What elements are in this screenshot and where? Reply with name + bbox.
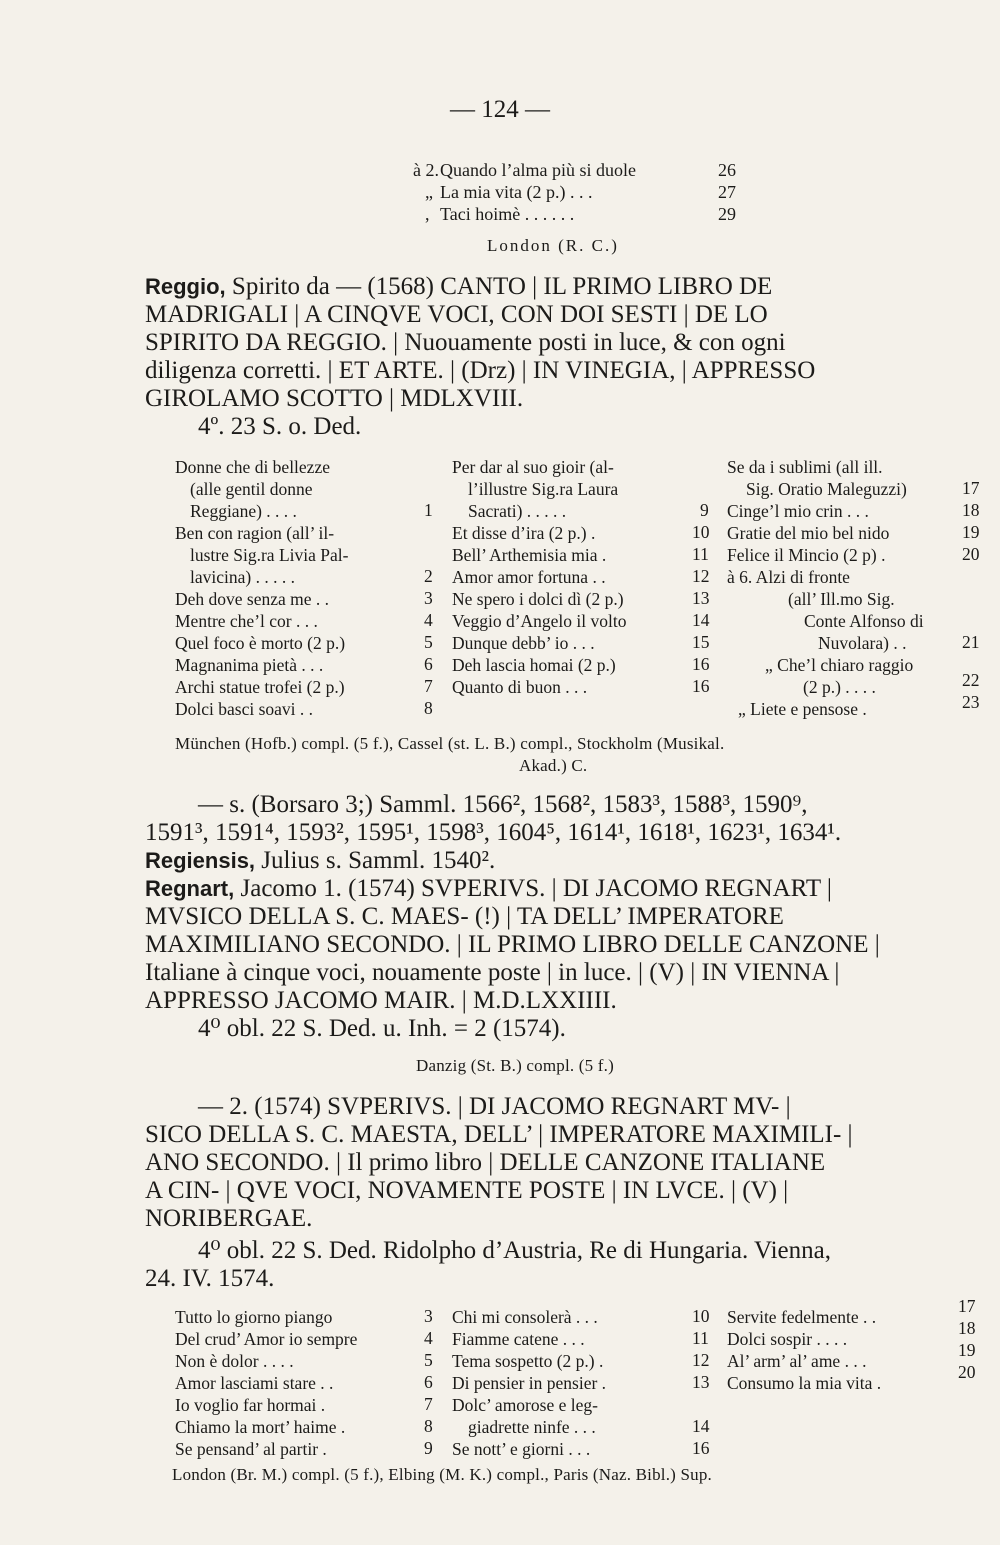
- entry-line: SPIRITO DA REGGIO. | Nuouamente posti in luce, & con ogni: [145, 329, 786, 356]
- song-number: 26: [718, 160, 736, 180]
- song-title: Quanto di buon . . .: [452, 677, 588, 697]
- song-title: Fiamme catene . . .: [452, 1329, 585, 1349]
- song-title: Dolci basci soavi . .: [175, 699, 314, 719]
- entry-line: ANO SECONDO. | Il primo libro | DELLE CANZONE ITALIANE: [145, 1149, 826, 1176]
- song-title: Reggiane) . . . .: [190, 501, 297, 521]
- song-number: 7: [424, 676, 433, 696]
- song-title: Archi statue trofei (2 p.): [175, 677, 345, 697]
- song-number: 29: [718, 204, 736, 224]
- song-number: 22: [962, 670, 980, 690]
- entry-heading: Regiensis,: [145, 848, 256, 873]
- entry-line: — s. (Borsaro 3;) Samml. 1566², 1568², 1583³, 1588³, 1590⁹,: [198, 791, 808, 818]
- song-title: „ Liete e pensose .: [738, 699, 867, 719]
- song-number: 17: [958, 1296, 976, 1316]
- location-line: Danzig (St. B.) compl. (5 f.): [416, 1056, 614, 1075]
- location-line: London (R. C.): [487, 236, 619, 255]
- song-prefix: „: [425, 182, 433, 202]
- song-title: lustre Sig.ra Livia Pal-: [190, 545, 349, 565]
- song-title: Sig. Oratio Maleguzzi): [746, 479, 907, 499]
- song-number: 17: [962, 478, 980, 498]
- entry-line: 4⁰ obl. 22 S. Ded. u. Inh. = 2 (1574).: [198, 1015, 566, 1042]
- song-number: 16: [692, 676, 710, 696]
- song-title: Bell’ Arthemisia mia .: [452, 545, 607, 565]
- entry-line: Julius s. Samml. 1540².: [255, 847, 496, 874]
- song-title: Nuvolara) . .: [818, 633, 907, 653]
- song-number: 6: [424, 1372, 433, 1392]
- song-title: Chi mi consolerà . . .: [452, 1307, 598, 1327]
- song-title: Veggio d’Angelo il volto: [452, 611, 627, 631]
- location-line: München (Hofb.) compl. (5 f.), Cassel (st. L. B.) compl., Stockholm (Musikal.: [175, 734, 725, 753]
- song-title: (all’ Ill.mo Sig.: [788, 589, 895, 609]
- song-title: Magnanima pietà . . .: [175, 655, 324, 675]
- song-number: 18: [958, 1318, 976, 1338]
- song-title: Se da i sublimi (all ill.: [727, 457, 883, 477]
- song-title: Di pensier in pensier .: [452, 1373, 607, 1393]
- song-title: Chiamo la mort’ haime .: [175, 1417, 346, 1437]
- song-title: Al’ arm’ al’ ame . . .: [727, 1351, 867, 1371]
- song-title: Quando l’alma più si duole: [440, 160, 636, 180]
- entry-line: MVSICO DELLA S. C. MAES- (!) | TA DELL’ IMPERATORE: [145, 903, 784, 930]
- song-number: 19: [962, 522, 980, 542]
- entry-line: 4⁰ obl. 22 S. Ded. Ridolpho d’Austria, Re di Hungaria. Vienna,: [198, 1237, 831, 1264]
- entry-line: Spirito da — (1568) CANTO | IL PRIMO LIBRO DE: [225, 273, 773, 300]
- song-title: l’illustre Sig.ra Laura: [468, 479, 619, 499]
- song-title: Quel foco è morto (2 p.): [175, 633, 346, 653]
- entry-line: Jacomo 1. (1574) SVPERIVS. | DI JACOMO REGNART |: [234, 875, 832, 902]
- song-title: giadrette ninfe . . .: [468, 1417, 596, 1437]
- entry-regiensis: [145, 848, 495, 874]
- page-number: — 124 —: [450, 96, 550, 123]
- song-number: 12: [692, 1350, 710, 1370]
- song-number: 12: [692, 566, 710, 586]
- song-title: Ben con ragion (all’ il-: [175, 523, 335, 543]
- song-title: Del crud’ Amor io sempre: [175, 1329, 358, 1349]
- song-number: 14: [692, 610, 710, 630]
- song-number: 11: [692, 1328, 709, 1348]
- song-title: Servite fedelmente . .: [727, 1307, 877, 1327]
- song-title: Per dar al suo gioir (al-: [452, 457, 614, 477]
- song-title: Tutto lo giorno piango: [175, 1307, 333, 1327]
- song-title: Deh dove senza me . .: [175, 589, 330, 609]
- entry-heading: Reggio,: [145, 274, 226, 299]
- song-title: Amor amor fortuna . .: [452, 567, 606, 587]
- song-number: 15: [692, 632, 710, 652]
- entry-line: — 2. (1574) SVPERIVS. | DI JACOMO REGNART MV- |: [198, 1093, 791, 1120]
- song-prefix: ,: [425, 204, 430, 224]
- song-title: La mia vita (2 p.) . . .: [440, 182, 593, 202]
- song-number: 5: [424, 632, 433, 652]
- entry-line: SICO DELLA S. C. MAESTA, DELL’ | IMPERATORE MAXIMILI- |: [145, 1121, 853, 1148]
- song-title: Dunque debb’ io . . .: [452, 633, 595, 653]
- song-title: Sacrati) . . . . .: [468, 501, 567, 521]
- song-number: 13: [692, 588, 710, 608]
- song-number: 2: [424, 566, 433, 586]
- song-number: 8: [424, 1416, 433, 1436]
- song-number: 6: [424, 654, 433, 674]
- song-title: „ Che’l chiaro raggio: [765, 655, 914, 675]
- song-title: Io voglio far hormai .: [175, 1395, 326, 1415]
- song-number: 13: [692, 1372, 710, 1392]
- song-title: Et disse d’ira (2 p.) .: [452, 523, 596, 543]
- song-number: 10: [692, 1306, 710, 1326]
- entry-line: 1591³, 1591⁴, 1593², 1595¹, 1598³, 1604⁵, 1614¹, 1618¹, 1623¹, 1634¹.: [145, 819, 842, 846]
- location-line: London (Br. M.) compl. (5 f.), Elbing (M. K.) compl., Paris (Naz. Bibl.) Sup.: [172, 1465, 712, 1484]
- song-number: 20: [958, 1362, 976, 1382]
- song-title: Gratie del mio bel nido: [727, 523, 890, 543]
- song-number: 8: [424, 698, 433, 718]
- entry-line: diligenza corretti. | ET ARTE. | (Drz) | IN VINEGIA, | APPRESSO: [145, 357, 816, 384]
- song-prefix: à 2.: [413, 160, 439, 180]
- song-number: 11: [692, 544, 709, 564]
- song-number: 16: [692, 1438, 710, 1458]
- song-title: Non è dolor . . . .: [175, 1351, 294, 1371]
- song-title: Deh lascia homai (2 p.): [452, 655, 616, 675]
- song-number: 4: [424, 1328, 433, 1348]
- song-title: (2 p.) . . . .: [803, 677, 876, 697]
- song-number: 1: [424, 500, 433, 520]
- song-title: Conte Alfonso di: [804, 611, 924, 631]
- song-number: 10: [692, 522, 710, 542]
- song-title: à 6. Alzi di fronte: [727, 567, 850, 587]
- entry-line: MAXIMILIANO SECONDO. | IL PRIMO LIBRO DELLE CANZONE |: [145, 931, 880, 958]
- song-title: Cinge’l mio crin . . .: [727, 501, 869, 521]
- song-number: 20: [962, 544, 980, 564]
- song-title: Se pensand’ al partir .: [175, 1439, 327, 1459]
- entry-line: NORIBERGAE.: [145, 1205, 313, 1232]
- song-title: Ne spero i dolci dì (2 p.): [452, 589, 624, 609]
- song-number: 14: [692, 1416, 710, 1436]
- entry-line: 4º. 23 S. o. Ded.: [198, 413, 362, 440]
- song-number: 21: [962, 632, 980, 652]
- song-title: Felice il Mincio (2 p) .: [727, 545, 886, 565]
- song-number: 3: [424, 1306, 433, 1326]
- song-title: Dolci sospir . . . .: [727, 1329, 848, 1349]
- song-number: 16: [692, 654, 710, 674]
- song-title: Amor lasciami stare . .: [175, 1373, 334, 1393]
- song-number: 19: [958, 1340, 976, 1360]
- entry-line: Italiane à cinque voci, nouamente poste | in luce. | (V) | IN VIENNA |: [145, 959, 840, 986]
- song-number: 5: [424, 1350, 433, 1370]
- song-title: (alle gentil donne: [190, 479, 313, 499]
- entry-line: A CIN- | QVE VOCI, NOVAMENTE POSTE | IN LVCE. | (V) |: [145, 1177, 789, 1204]
- entry-line: MADRIGALI | A CINQVE VOCI, CON DOI SESTI | DE LO: [145, 301, 768, 328]
- song-number: 7: [424, 1394, 433, 1414]
- entry-line: GIROLAMO SCOTTO | MDLXVIII.: [145, 385, 524, 412]
- song-title: Donne che di bellezze: [175, 457, 330, 477]
- song-title: Mentre che’l cor . . .: [175, 611, 318, 631]
- song-title: Se nott’ e giorni . . .: [452, 1439, 591, 1459]
- song-title: Dolc’ amorose e leg-: [452, 1395, 598, 1415]
- song-title: Consumo la mia vita .: [727, 1373, 882, 1393]
- song-number: 18: [962, 500, 980, 520]
- song-number: 23: [962, 692, 980, 712]
- song-number: 4: [424, 610, 433, 630]
- entry-line: 24. IV. 1574.: [145, 1265, 275, 1292]
- song-title: Taci hoimè . . . . . .: [440, 204, 575, 224]
- entry-heading: Regnart,: [145, 876, 235, 901]
- location-line: Akad.) C.: [519, 756, 588, 775]
- song-number: 9: [424, 1438, 433, 1458]
- song-title: lavicina) . . . . .: [190, 567, 295, 587]
- song-number: 9: [700, 500, 709, 520]
- entry-line: APPRESSO JACOMO MAIR. | M.D.LXXIIII.: [145, 987, 617, 1014]
- song-number: 3: [424, 588, 433, 608]
- song-number: 27: [718, 182, 736, 202]
- song-title: Tema sospetto (2 p.) .: [452, 1351, 604, 1371]
